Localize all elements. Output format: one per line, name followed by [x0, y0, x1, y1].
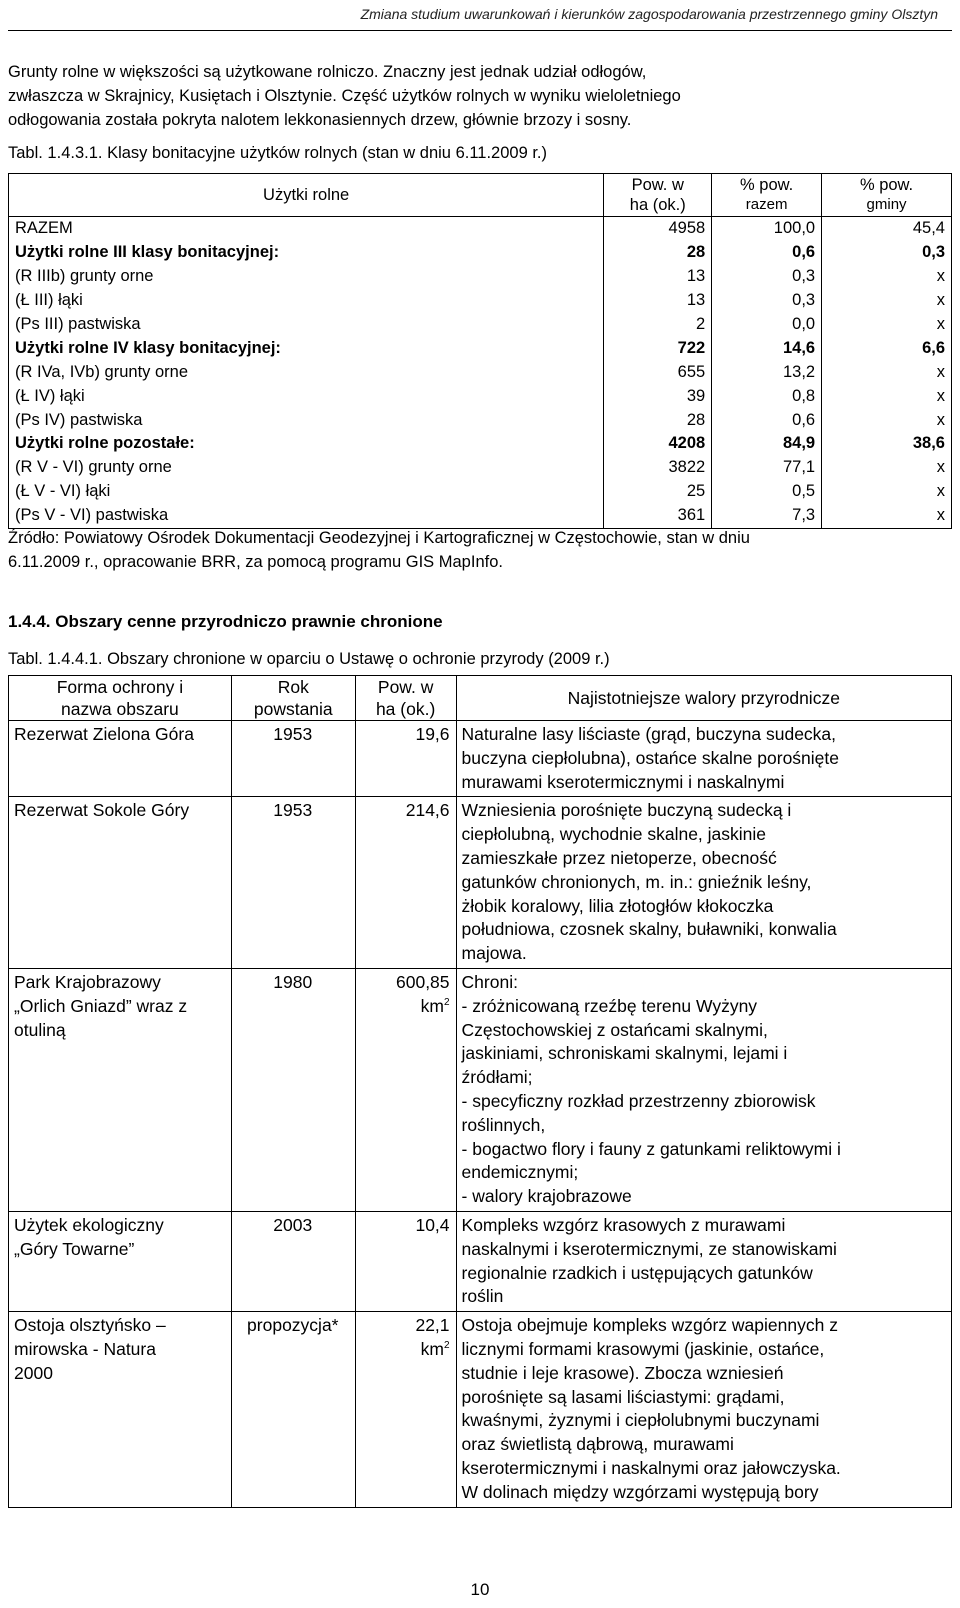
area-name-line: otuliną: [14, 1019, 66, 1040]
table1-header-row: [9, 174, 952, 217]
page-number: 10: [470, 1580, 490, 1599]
walory-line: Ostoja obejmuje kompleks wzgórz wapiennych z: [461, 1315, 838, 1336]
walory-line: roślinnych,: [461, 1114, 546, 1135]
cell-pct-gminy: x: [822, 384, 952, 408]
cell-pct-razem: 14,6: [712, 336, 822, 360]
walory-line: licznymi formami krasowymi (jaskinie, ostańce,: [461, 1338, 825, 1359]
area-unit: [361, 1338, 450, 1362]
unit-text: km: [420, 1338, 444, 1359]
cell-name: Użytki rolne pozostałe:: [9, 432, 604, 456]
table-row: [9, 432, 952, 456]
protected-areas-table: [8, 675, 952, 1508]
cell-walory: [456, 968, 951, 1211]
walory-line: roślin: [461, 1286, 504, 1307]
header-uzytki-rolne: Użytki rolne: [9, 174, 604, 217]
cell-pct-gminy: 0,3: [822, 241, 952, 265]
cell-walory: [456, 721, 951, 797]
area-value: 22,1: [415, 1315, 450, 1336]
walory-line: naskalnymi i kserotermicznymi, ze stanowiskami: [461, 1238, 837, 1259]
header-pct-razem: [712, 174, 822, 217]
cell-area-name: [9, 721, 232, 797]
table-row: [9, 384, 952, 408]
header-line: % pow.: [859, 176, 914, 194]
header-line: razem: [745, 196, 788, 213]
area-name-line: 2000: [14, 1362, 53, 1383]
walory-line: kwaśnymi, żyznymi i ciepłolubnymi buczynami: [461, 1410, 820, 1431]
area-name-line: Użytek ekologiczny: [14, 1214, 164, 1235]
running-header: Zmiana studium uwarunkowań i kierunków zagospodarowania przestrzennego gminy Olsztyn: [360, 6, 938, 22]
walory-line: żłobik koralowy, lilia złotogłów kłokoczka: [461, 895, 774, 916]
header-line: nazwa obszaru: [61, 699, 179, 719]
table-row: [9, 289, 952, 313]
table1-body: [9, 217, 952, 529]
cell-name: (R IIIb) grunty orne: [9, 265, 604, 289]
header-line: Pow. w: [631, 176, 684, 194]
header-pow: [355, 676, 456, 721]
walory-line: Chroni:: [461, 971, 518, 992]
walory-line: Kompleks wzgórz krasowych z murawami: [461, 1214, 786, 1235]
area-value: 214,6: [405, 800, 450, 821]
header-line: ha (ok.): [375, 699, 436, 719]
table-row: [9, 265, 952, 289]
cell-pct-razem: 77,1: [712, 456, 822, 480]
cell-name: Użytki rolne IV klasy bonitacyjnej:: [9, 336, 604, 360]
header-walory: Najistotniejsze walory przyrodnicze: [456, 676, 951, 721]
cell-pct-gminy: x: [822, 289, 952, 313]
walory-line: porośnięte są lasami liściastymi: grądami,: [461, 1386, 785, 1407]
table-row: [9, 241, 952, 265]
header-divider: [8, 30, 952, 31]
walory-line: ciepłolubną, wychodnie skalne, jaskinie: [461, 824, 767, 845]
table2-header-row: [9, 676, 952, 721]
cell-pct-gminy: x: [822, 408, 952, 432]
header-line: ha (ok.): [629, 196, 686, 214]
walory-line: kserotermicznymi i naskalnymi oraz jałowczyska.: [461, 1457, 841, 1478]
cell-walory: [456, 1211, 951, 1311]
table-row: [9, 1211, 952, 1311]
walory-line: - specyficzny rozkład przestrzenny zbiorowisk: [461, 1090, 816, 1111]
header-pct-gminy: [822, 174, 952, 217]
area-unit: [361, 995, 450, 1019]
cell-pct-razem: 0,6: [712, 241, 822, 265]
walory-line: murawami kserotermicznymi i naskalnymi: [461, 771, 785, 792]
cell-walory: [456, 1312, 951, 1507]
area-name-line: mirowska - Natura: [14, 1338, 156, 1359]
cell-pow: 39: [604, 384, 712, 408]
cell-pct-razem: 0,0: [712, 313, 822, 337]
walory-line: studnie i leje krasowe). Zbocza wzniesień: [461, 1362, 784, 1383]
table2-body: [9, 721, 952, 1508]
cell-pct-razem: 7,3: [712, 504, 822, 528]
cell-pct-gminy: x: [822, 360, 952, 384]
cell-name: (R V - VI) grunty orne: [9, 456, 604, 480]
cell-area: [355, 721, 456, 797]
area-value: 19,6: [415, 724, 450, 744]
table1-caption: Tabl. 1.4.3.1. Klasy bonitacyjne użytków rolnych (stan w dniu 6.11.2009 r.): [8, 144, 547, 162]
cell-pow: 13: [604, 289, 712, 313]
walory-line: południowa, czosnek skalny, buławniki, konwalia: [461, 919, 837, 940]
cell-pow: 13: [604, 265, 712, 289]
cell-pow: 361: [604, 504, 712, 528]
cell-year: 1953: [231, 797, 355, 969]
cell-pow: 3822: [604, 456, 712, 480]
unit-exponent: 2: [443, 1339, 450, 1351]
walory-line: buczyna ciepłolubna), ostańce skalne porośnięte: [461, 747, 839, 768]
table-row: [9, 797, 952, 969]
cell-year: propozycja*: [231, 1312, 355, 1507]
cell-pct-gminy: 6,6: [822, 336, 952, 360]
cell-area-name: [9, 1312, 232, 1507]
walory-line: oraz świetlistą dąbrową, murawami: [461, 1434, 734, 1455]
table-row: [9, 1312, 952, 1507]
table1-source-note: [8, 526, 952, 574]
table-row: [9, 408, 952, 432]
unit-exponent: 2: [443, 996, 450, 1008]
walory-line: W dolinach między wzgórzami występują bory: [461, 1481, 819, 1502]
walory-line: Częstochowskiej z ostańcami skalnymi,: [461, 1019, 768, 1040]
cell-area: [355, 1211, 456, 1311]
cell-name: (R IVa, IVb) grunty orne: [9, 360, 604, 384]
cell-year: 1980: [231, 968, 355, 1211]
cell-year: 2003: [231, 1211, 355, 1311]
area-name-line: Rezerwat Zielona Góra: [14, 724, 194, 744]
area-name-line: Park Krajobrazowy: [14, 971, 161, 992]
cell-pct-gminy: x: [822, 313, 952, 337]
table-row: [9, 360, 952, 384]
walory-line: zamieszkałe przez nietoperze, obecność: [461, 847, 777, 868]
table-row: [9, 313, 952, 337]
area-value: 10,4: [415, 1214, 450, 1235]
header-forma-ochrony: [9, 676, 232, 721]
intro-line: zwłaszcza w Skrajnicy, Kusiętach i Olsztynie. Część użytków rolnych w wyniku wieloletniego: [8, 87, 681, 105]
cell-pow: 655: [604, 360, 712, 384]
walory-line: - walory krajobrazowe: [461, 1186, 632, 1207]
table2-caption: Tabl. 1.4.4.1. Obszary chronione w oparciu o Ustawę o ochronie przyrody (2009 r.): [8, 650, 610, 668]
cell-name: (Ł IV) łąki: [9, 384, 604, 408]
cell-name: (Ł III) łąki: [9, 289, 604, 313]
cell-pct-gminy: 45,4: [822, 217, 952, 241]
table-row: [9, 217, 952, 241]
intro-line: odłogowania została pokryta nalotem lekkonasiennych drzew, głównie brzozy i sosny.: [8, 111, 632, 129]
header-pow: [604, 174, 712, 217]
header-line: Pow. w: [377, 677, 434, 697]
cell-area-name: [9, 797, 232, 969]
cell-pct-razem: 0,5: [712, 480, 822, 504]
cell-pct-razem: 84,9: [712, 432, 822, 456]
cell-area: [355, 797, 456, 969]
table-row: [9, 968, 952, 1211]
walory-line: - zróżnicowaną rzeźbę terenu Wyżyny: [461, 995, 758, 1016]
cell-pct-razem: 100,0: [712, 217, 822, 241]
walory-line: gatunków chronionych, m. in.: gnieźnik leśny,: [461, 871, 812, 892]
table-row: [9, 336, 952, 360]
cell-pow: 4958: [604, 217, 712, 241]
walory-line: endemicznymi;: [461, 1162, 579, 1183]
walory-line: Naturalne lasy liściaste (grąd, buczyna sudecka,: [461, 724, 837, 744]
intro-paragraph: [8, 60, 944, 132]
area-name-line: „Góry Towarne”: [14, 1238, 135, 1259]
cell-pct-razem: 0,8: [712, 384, 822, 408]
cell-area: [355, 968, 456, 1211]
walory-line: źródłami;: [461, 1067, 533, 1088]
table-row: [9, 721, 952, 797]
walory-line: jaskiniami, schroniskami skalnymi, lejami i: [461, 1043, 788, 1064]
cell-pct-gminy: x: [822, 504, 952, 528]
intro-line: Grunty rolne w większości są użytkowane rolniczo. Znaczny jest jednak udział odłogów,: [8, 63, 647, 81]
cell-pct-razem: 0,3: [712, 265, 822, 289]
header-line: % pow.: [740, 176, 794, 194]
walory-line: majowa.: [461, 943, 527, 964]
cell-pct-gminy: x: [822, 480, 952, 504]
source-line: 6.11.2009 r., opracowanie BRR, za pomocą programu GIS MapInfo.: [8, 553, 503, 571]
cell-pow: 28: [604, 241, 712, 265]
cell-pct-razem: 0,3: [712, 289, 822, 313]
table-row: [9, 456, 952, 480]
cell-name: (Ł V - VI) łąki: [9, 480, 604, 504]
cell-pow: 28: [604, 408, 712, 432]
walory-line: Wzniesienia porośnięte buczyną sudecką i: [461, 800, 792, 821]
cell-area-name: [9, 968, 232, 1211]
unit-text: km: [420, 995, 444, 1016]
section-heading: 1.4.4. Obszary cenne przyrodniczo prawnie chronione: [8, 612, 443, 631]
table-row: [9, 480, 952, 504]
cell-walory: [456, 797, 951, 969]
cell-name: (Ps III) pastwiska: [9, 313, 604, 337]
cell-pct-gminy: x: [822, 456, 952, 480]
cell-area: [355, 1312, 456, 1507]
cell-pct-gminy: x: [822, 265, 952, 289]
area-name-line: „Orlich Gniazd” wraz z: [14, 995, 188, 1016]
header-line: gminy: [866, 196, 907, 213]
source-line: Źródło: Powiatowy Ośrodek Dokumentacji Geodezyjnej i Kartograficznej w Częstochowie, stan w dniu: [8, 529, 750, 547]
cell-name: (Ps IV) pastwiska: [9, 408, 604, 432]
cell-pow: 4208: [604, 432, 712, 456]
table-row: [9, 504, 952, 528]
area-name-line: Rezerwat Sokole Góry: [14, 800, 190, 821]
area-name-line: Ostoja olsztyńsko –: [14, 1315, 166, 1336]
cell-pct-razem: 13,2: [712, 360, 822, 384]
cell-pow: 25: [604, 480, 712, 504]
cell-name: Użytki rolne III klasy bonitacyjnej:: [9, 241, 604, 265]
cell-area-name: [9, 1211, 232, 1311]
cell-name: RAZEM: [9, 217, 604, 241]
cell-pow: 2: [604, 313, 712, 337]
cell-pct-gminy: 38,6: [822, 432, 952, 456]
header-line: Forma ochrony i: [56, 677, 184, 697]
walory-line: regionalnie rzadkich i ustępujących gatunków: [461, 1262, 813, 1283]
area-value: 600,85: [396, 971, 450, 992]
soil-class-table: [8, 173, 952, 529]
header-line: powstania: [253, 699, 333, 719]
cell-name: (Ps V - VI) pastwiska: [9, 504, 604, 528]
cell-pow: 722: [604, 336, 712, 360]
cell-year: 1953: [231, 721, 355, 797]
cell-pct-razem: 0,6: [712, 408, 822, 432]
walory-line: - bogactwo flory i fauny z gatunkami reliktowymi i: [461, 1138, 841, 1159]
header-rok: [231, 676, 355, 721]
header-line: Rok: [277, 677, 309, 697]
